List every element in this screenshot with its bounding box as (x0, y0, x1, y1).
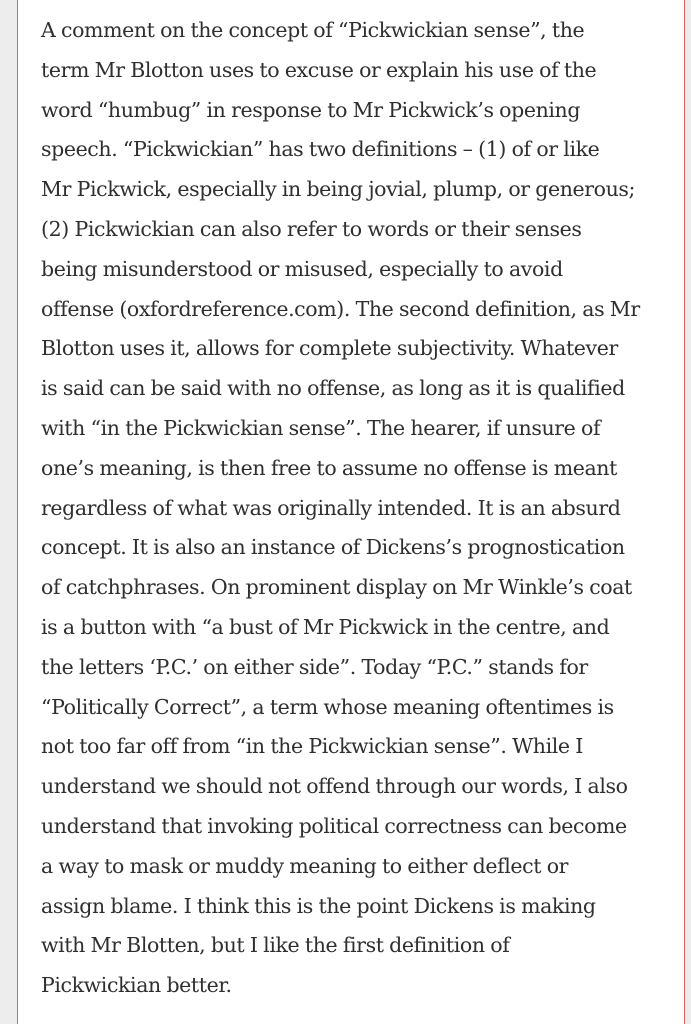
comment-page (17, 0, 685, 1024)
comment-body-text: A comment on the concept of “Pickwickian sense”, the term Mr Blotton uses to excuse or explain his use of the word “humbug” in response to Mr Pickwick’s opening speech. “Pickwickian” has two definitions – (1) of or like Mr Pickwick, especially in being jovial, plump, or generous; (2) Pickwickian can also refer to words or their senses being misunderstood or misused, especially to avoid offense (oxfordreference.com). The second definition, as Mr Blotton uses it, allows for complete subjectivity. Whatever is said can be said with no offense, as long as it is qualified with “in the Pickwickian sense”. The hearer, if unsure of one’s meaning, is then free to assume no offense is meant regardless of what was originally intended. It is an absurd concept. It is also an instance of Dickens’s prognostication of catchphrases. On prominent display on Mr Winkle’s coat is a button with “a bust of Mr Pickwick in the centre, and the letters ‘P.C.’ on either side”. Today “P.C.” stands for “Politically Correct”, a term whose meaning oftentimes is not too far off from “in the Pickwickian sense”. While I understand we should not offend through our words, I also understand that invoking political correctness can become a way to mask or muddy meaning to either deflect or assign blame. I think this is the point Dickens is making with Mr Blotten, but I like the first definition of Pickwickian better. (41, 18, 640, 998)
